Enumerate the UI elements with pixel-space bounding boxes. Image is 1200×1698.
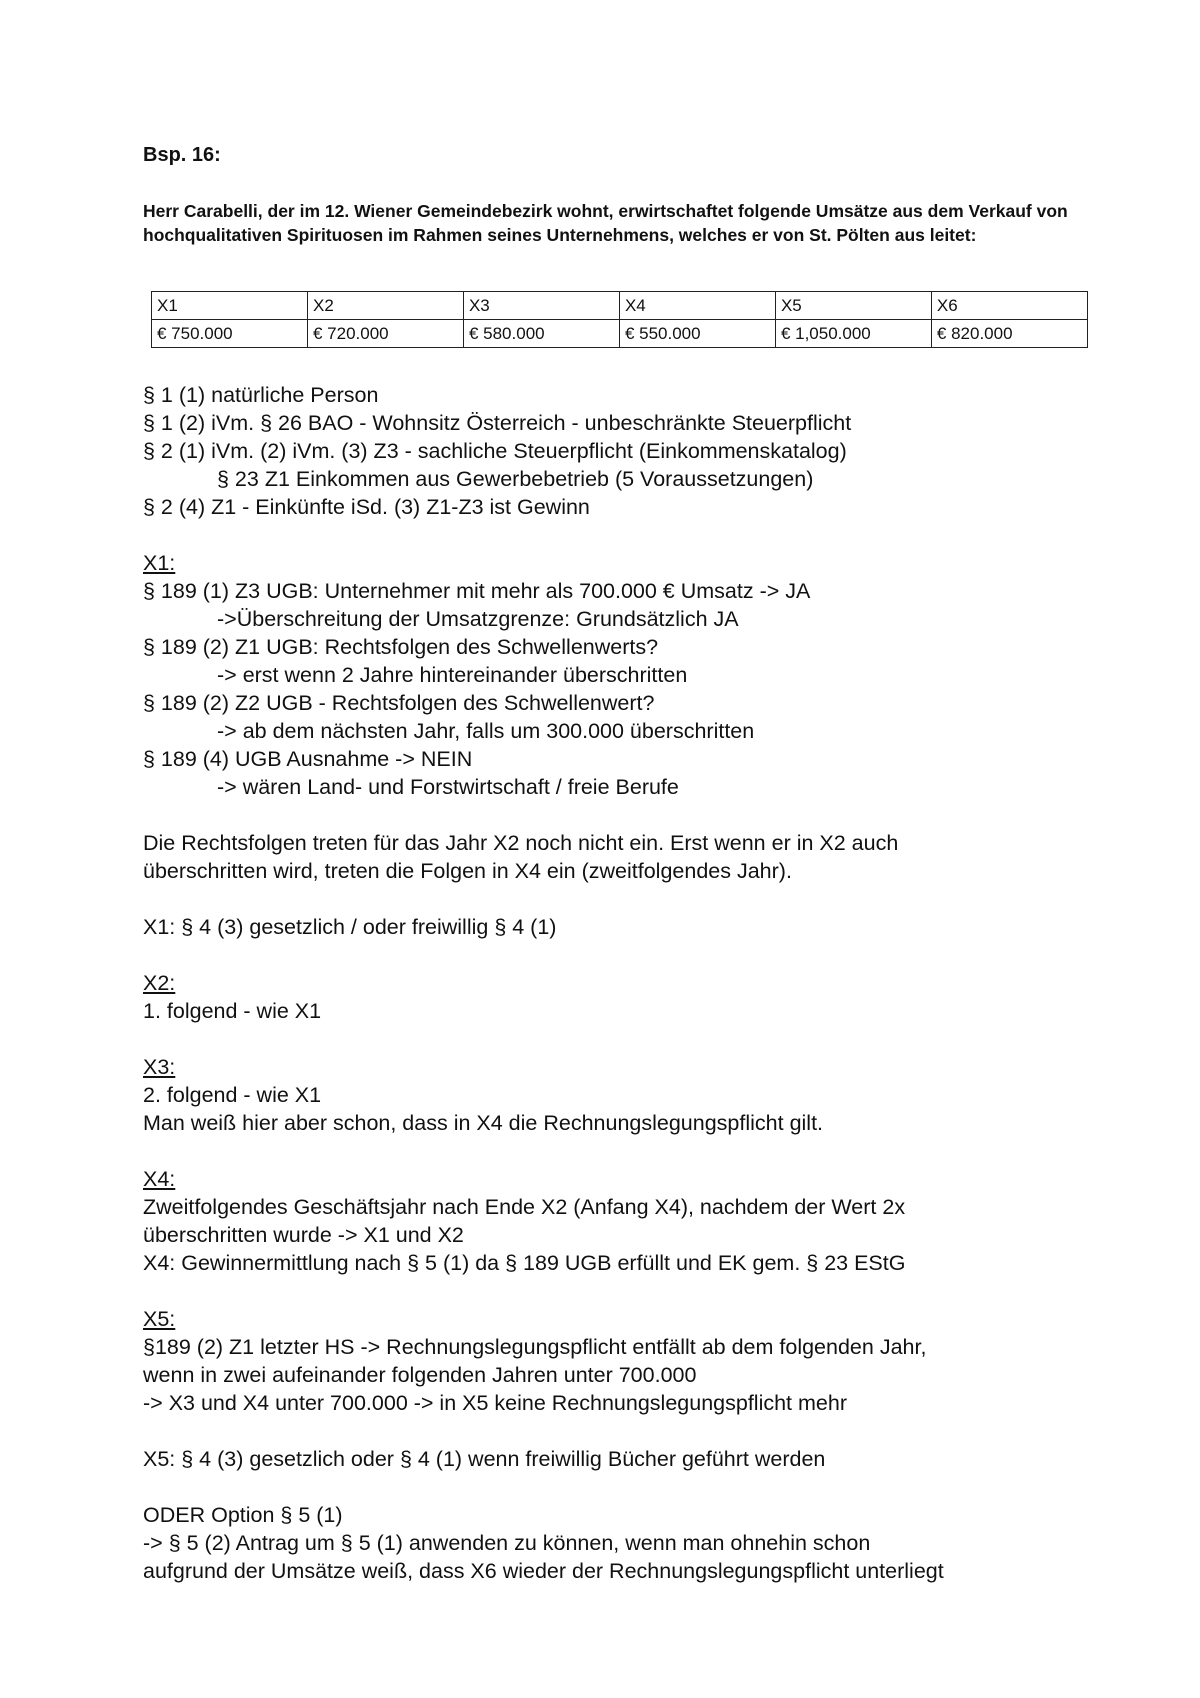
spacer [143,521,1143,549]
text-line: -> wären Land- und Forstwirtschaft / freie Berufe [217,775,679,799]
intro-paragraph: Herr Carabelli, der im 12. Wiener Gemeindebezirk wohnt, erwirtschaftet folgende Umsätze aus dem Verkauf von hochqualitativen Spirituosen im Rahmen seines Unternehmens, welches er von St. Pölten aus leitet: [143,201,1068,245]
table-header-row [152,292,1088,320]
text-line: überschritten wird, treten die Folgen in X4 ein (zweitfolgendes Jahr). [143,859,792,883]
text-line: ->Überschreitung der Umsatzgrenze: Grundsätzlich JA [217,607,739,631]
text-line: -> ab dem nächsten Jahr, falls um 300.000 überschritten [217,719,755,743]
spacer [143,941,1143,969]
text-line: § 189 (1) Z3 UGB: Unternehmer mit mehr als 700.000 € Umsatz -> JA [143,579,811,603]
notes-body [143,381,1143,1585]
text-line: -> X3 und X4 unter 700.000 -> in X5 keine Rechnungslegungspflicht mehr [143,1391,847,1415]
table-cell: € 550.000 [619,320,775,348]
text-line: X4: Gewinnermittlung nach § 5 (1) da § 189 UGB erfüllt und EK gem. § 23 EStG [143,1251,906,1275]
section-heading: X4: [143,1167,176,1191]
table-cell: € 820.000 [931,320,1087,348]
text-line: X1: § 4 (3) gesetzlich / oder freiwillig § 4 (1) [143,915,557,939]
text-line: X5: § 4 (3) gesetzlich oder § 4 (1) wenn freiwillig Bücher geführt werden [143,1447,826,1471]
text-line: Zweitfolgendes Geschäftsjahr nach Ende X2 (Anfang X4), nachdem der Wert 2x [143,1195,906,1219]
text-line: überschritten wurde -> X1 und X2 [143,1223,464,1247]
text-line: -> § 5 (2) Antrag um § 5 (1) anwenden zu können, wenn man ohnehin schon [143,1531,871,1555]
section-heading: X1: [143,551,176,575]
section-heading: X3: [143,1055,176,1079]
table-cell: X5 [775,292,931,320]
text-line: §189 (2) Z1 letzter HS -> Rechnungslegungspflicht entfällt ab dem folgenden Jahr, [143,1335,927,1359]
revenue-table [151,291,1088,348]
text-line: 1. folgend - wie X1 [143,999,322,1023]
text-line: § 2 (4) Z1 - Einkünfte iSd. (3) Z1-Z3 ist Gewinn [143,495,590,519]
text-line: § 2 (1) iVm. (2) iVm. (3) Z3 - sachliche Steuerpflicht (Einkommenskatalog) [143,439,847,463]
text-line: § 189 (4) UGB Ausnahme -> NEIN [143,747,473,771]
spacer [143,801,1143,829]
table-cell: € 750.000 [152,320,308,348]
text-line: § 1 (2) iVm. § 26 BAO - Wohnsitz Österreich - unbeschränkte Steuerpflicht [143,411,852,435]
text-line: § 189 (2) Z2 UGB - Rechtsfolgen des Schwellenwert? [143,691,655,715]
page-title: Bsp. 16: [143,144,221,166]
text-line: Die Rechtsfolgen treten für das Jahr X2 noch nicht ein. Erst wenn er in X2 auch [143,831,899,855]
table-row [152,320,1088,348]
spacer [143,1137,1143,1165]
table-cell: X2 [307,292,463,320]
text-line: § 1 (1) natürliche Person [143,383,379,407]
section-heading: X2: [143,971,176,995]
section-heading: X5: [143,1307,176,1331]
text-line: Man weiß hier aber schon, dass in X4 die Rechnungslegungspflicht gilt. [143,1111,824,1135]
table-cell: X6 [931,292,1087,320]
spacer [143,1025,1143,1053]
table-cell: € 720.000 [307,320,463,348]
text-line: aufgrund der Umsätze weiß, dass X6 wieder der Rechnungslegungspflicht unterliegt [143,1559,944,1583]
text-line: § 23 Z1 Einkommen aus Gewerbebetrieb (5 Voraussetzungen) [217,467,814,491]
text-line: 2. folgend - wie X1 [143,1083,322,1107]
text-line: -> erst wenn 2 Jahre hintereinander überschritten [217,663,688,687]
table-cell: € 1,050.000 [775,320,931,348]
spacer [143,885,1143,913]
table-cell: X3 [463,292,619,320]
spacer [143,1417,1143,1445]
text-line: ODER Option § 5 (1) [143,1503,343,1527]
text-line: § 189 (2) Z1 UGB: Rechtsfolgen des Schwellenwerts? [143,635,659,659]
table-cell: € 580.000 [463,320,619,348]
spacer [143,1473,1143,1501]
table-cell: X1 [152,292,308,320]
spacer [143,1277,1143,1305]
text-line: wenn in zwei aufeinander folgenden Jahren unter 700.000 [143,1363,697,1387]
table-cell: X4 [619,292,775,320]
